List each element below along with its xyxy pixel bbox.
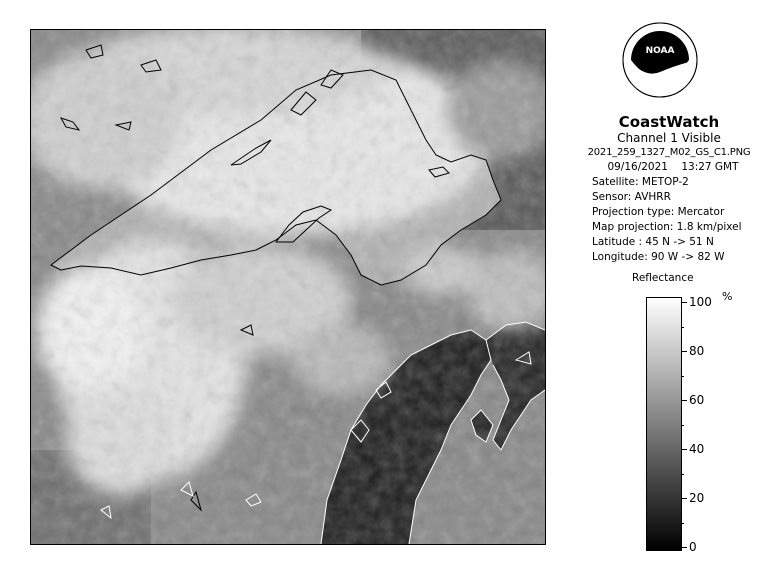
satellite-map-svg [31,30,545,544]
colorbar-tick-label: 60 [689,393,705,407]
legend-unit: % [722,290,733,303]
projection-line: Projection type: Mercator [592,206,725,218]
image-info-panel [566,114,772,265]
latitude-line: Latitude : 45 N -> 51 N [592,236,714,248]
colorbar-tick [681,302,687,303]
colorbar-tick-label: 20 [689,491,705,505]
colorbar-tick [681,400,687,401]
image-date: 09/16/2021 [607,161,668,173]
colorbar-minor-tick [681,474,684,475]
noaa-logo-text: NOAA [645,46,675,56]
colorbar-tick [681,449,687,450]
product-title: CoastWatch [618,113,720,131]
colorbar-tick [681,498,687,499]
noaa-logo [621,20,699,106]
satellite-line: Satellite: METOP-2 [592,176,689,188]
colorbar-tick-label: 40 [689,442,705,456]
colorbar-minor-tick [681,327,684,328]
image-time: 13:27 GMT [681,161,739,173]
satellite-image [30,29,546,545]
colorbar-tick [681,351,687,352]
colorbar-tick [681,547,687,548]
colorbar-tick-label: 100 [689,295,712,309]
map-projection-line: Map projection: 1.8 km/pixel [592,221,742,233]
image-texture [31,30,545,544]
colorbar-minor-tick [681,523,684,524]
reflectance-colorbar [646,297,682,551]
legend-title: Reflectance [632,272,694,284]
colorbar-minor-tick [681,376,684,377]
colorbar-tick-label: 0 [689,540,697,554]
image-filename: 2021_259_1327_M02_GS_C1.PNG [587,147,751,158]
colorbar-tick-label: 80 [689,344,705,358]
image-datetime [574,160,772,175]
longitude-line: Longitude: 90 W -> 82 W [592,251,725,263]
channel-label: Channel 1 Visible [617,131,721,145]
colorbar-minor-tick [681,425,684,426]
sensor-line: Sensor: AVHRR [592,191,671,203]
noaa-seal [621,20,699,106]
